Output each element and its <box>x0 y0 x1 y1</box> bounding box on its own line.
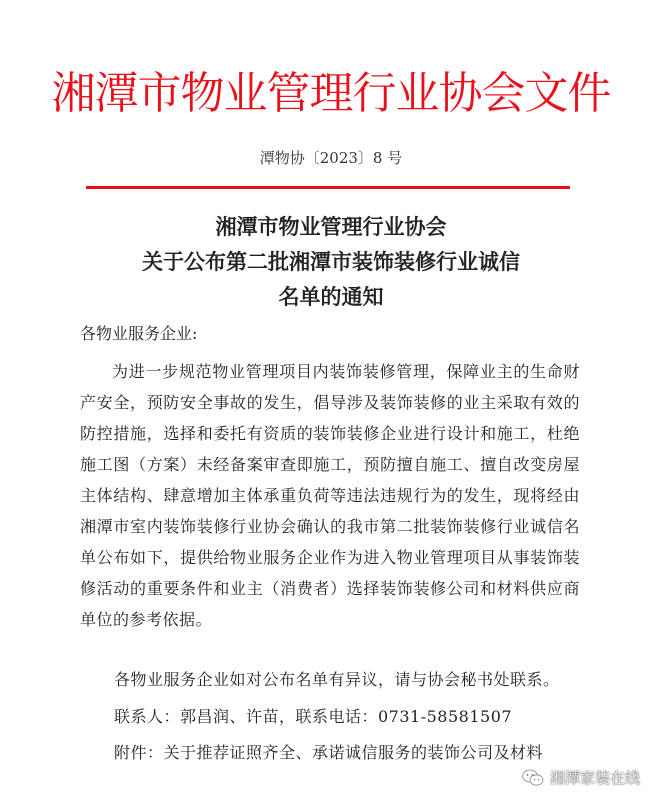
wechat-watermark <box>522 767 640 788</box>
body-paragraph: 为进一步规范物业管理项目内装饰装修管理，保障业主的生命财产安全，预防安全事故的发生，倡导涉及装饰装修的业主采取有效的防控措施，选择和委托有资质的装饰装修企业进行设计和施工，杜绝施工图（方案）未经备案审查即施工，预防擅自施工、擅自改变房屋主体结构、肆意增加主体承重负荷等违法违规行为的发生，现将经由湘潭市室内装饰装修行业协会确认的我市第二批装饰装修行业诚信名单公布如下，提供给物业服务企业作为进入物业管理项目从事装饰装修活动的重要条件和业主（消费者）选择装饰装修公司和材料供应商单位的参考依据。 <box>80 362 580 629</box>
notice-title-line-2: 关于公布第二批湘潭市装饰装修行业诚信 <box>142 249 520 274</box>
header-divider <box>86 186 570 189</box>
document-header-title: 湘潭市物业管理行业协会文件 <box>51 68 611 119</box>
watermark-text: 湘潭家装在线 <box>549 769 640 787</box>
notice-title <box>0 209 662 314</box>
contact-line: 联系人：郭昌润、许苗，联系电话：0731-58581507 <box>114 707 513 726</box>
attachment-line: 附件：关于推荐证照齐全、承诺诚信服务的装饰公司及材料 <box>114 743 544 762</box>
objection-paragraph: 各物业服务企业如对公布名单有异议，请与协会秘书处联系。 <box>114 670 560 689</box>
document-number: 潭物协〔2023〕8 号 <box>259 149 403 167</box>
salutation: 各物业服务企业: <box>80 324 198 343</box>
wechat-icon <box>522 769 544 787</box>
notice-title-line-3: 名单的通知 <box>278 284 384 309</box>
notice-title-line-1: 湘潭市物业管理行业协会 <box>215 214 447 239</box>
